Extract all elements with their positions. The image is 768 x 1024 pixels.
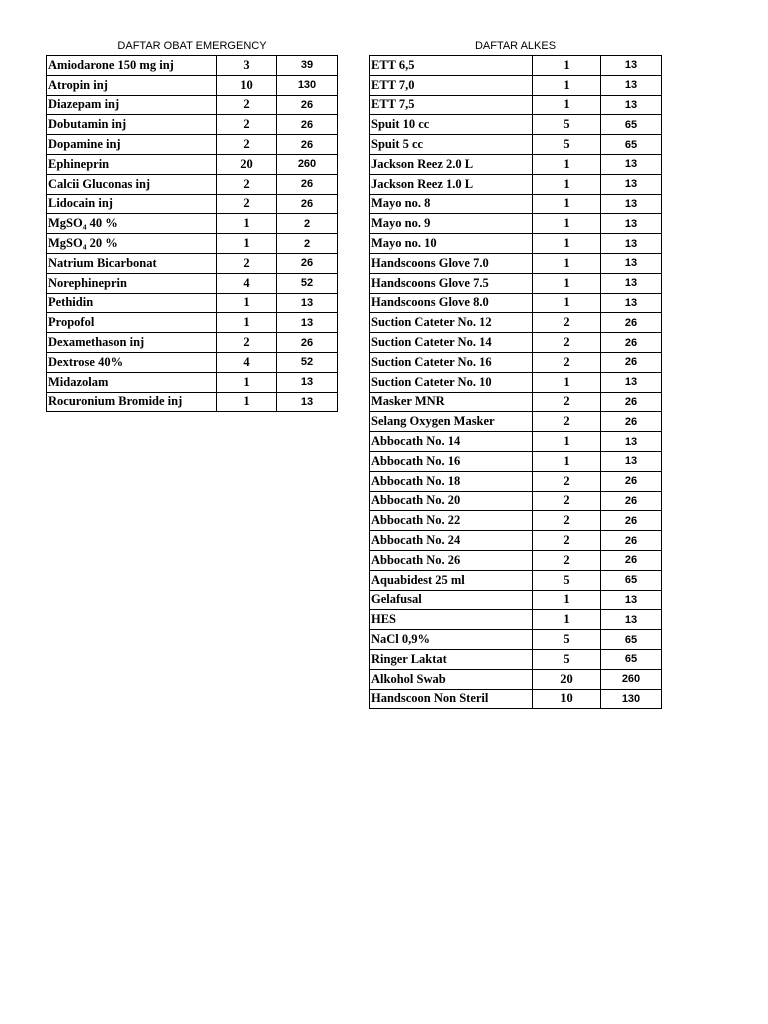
item-qty-cell: 2: [217, 253, 277, 273]
table-row: [47, 154, 338, 174]
item-total-cell: 26: [277, 253, 338, 273]
item-total-cell: 13: [601, 293, 662, 313]
item-qty-cell: 2: [533, 313, 601, 333]
item-total-cell: 13: [601, 56, 662, 76]
table-row: [370, 669, 662, 689]
item-qty-cell: 2: [533, 471, 601, 491]
item-total-cell: 2: [277, 234, 338, 254]
item-name-cell: Amiodarone 150 mg inj: [47, 56, 217, 76]
alkes-list-title: DAFTAR ALKES: [474, 40, 557, 52]
item-total-cell: 26: [601, 471, 662, 491]
item-name-cell: Abbocath No. 24: [370, 531, 533, 551]
emergency-list-title: DAFTAR OBAT EMERGENCY: [117, 40, 267, 52]
item-name-cell: Gelafusal: [370, 590, 533, 610]
table-row: [47, 174, 338, 194]
item-qty-cell: 4: [217, 352, 277, 372]
item-total-cell: 130: [601, 689, 662, 709]
item-qty-cell: 2: [533, 550, 601, 570]
table-row: [370, 253, 662, 273]
item-total-cell: 26: [601, 352, 662, 372]
item-total-cell: 26: [277, 174, 338, 194]
table-row: [370, 333, 662, 353]
item-total-cell: 65: [601, 135, 662, 155]
item-name-cell: Aquabidest 25 ml: [370, 570, 533, 590]
item-total-cell: 13: [601, 174, 662, 194]
item-name-cell: Abbocath No. 16: [370, 451, 533, 471]
table-row: [370, 135, 662, 155]
item-qty-cell: 20: [217, 154, 277, 174]
item-total-cell: 13: [601, 451, 662, 471]
item-qty-cell: 1: [217, 234, 277, 254]
item-qty-cell: 5: [533, 115, 601, 135]
item-total-cell: 13: [601, 432, 662, 452]
item-name-cell: ETT 6,5: [370, 56, 533, 76]
item-total-cell: 65: [601, 630, 662, 650]
item-name-cell: Lidocain inj: [47, 194, 217, 214]
item-qty-cell: 1: [533, 174, 601, 194]
item-qty-cell: 1: [533, 432, 601, 452]
table-row: [47, 214, 338, 234]
item-name-cell: Rocuronium Bromide inj: [47, 392, 217, 412]
item-name-cell: ETT 7,5: [370, 95, 533, 115]
emergency-drug-list: [46, 38, 338, 412]
table-row: [47, 135, 338, 155]
item-total-cell: 26: [277, 115, 338, 135]
item-total-cell: 65: [601, 570, 662, 590]
item-name-cell: Abbocath No. 22: [370, 511, 533, 531]
item-qty-cell: 4: [217, 273, 277, 293]
item-qty-cell: 2: [533, 491, 601, 511]
item-name-cell: Norephineprin: [47, 273, 217, 293]
item-total-cell: 26: [601, 511, 662, 531]
item-qty-cell: 3: [217, 56, 277, 76]
item-total-cell: 260: [601, 669, 662, 689]
item-name-cell: Mayo no. 8: [370, 194, 533, 214]
table-row: [47, 392, 338, 412]
item-qty-cell: 1: [533, 610, 601, 630]
table-row: [47, 56, 338, 76]
item-total-cell: 26: [601, 392, 662, 412]
table-row: [47, 75, 338, 95]
item-total-cell: 13: [277, 313, 338, 333]
table-row: [370, 174, 662, 194]
item-name-cell: Handscoons Glove 8.0: [370, 293, 533, 313]
item-name-cell: Jackson Reez 1.0 L: [370, 174, 533, 194]
item-name-cell: HES: [370, 610, 533, 630]
item-total-cell: 26: [601, 333, 662, 353]
item-total-cell: 13: [277, 392, 338, 412]
item-qty-cell: 2: [217, 115, 277, 135]
item-name-cell: Pethidin: [47, 293, 217, 313]
item-total-cell: 26: [277, 95, 338, 115]
item-total-cell: 2: [277, 214, 338, 234]
item-qty-cell: 2: [217, 194, 277, 214]
table-row: [370, 610, 662, 630]
item-total-cell: 130: [277, 75, 338, 95]
table-row: [47, 234, 338, 254]
table-row: [370, 352, 662, 372]
item-total-cell: 26: [601, 313, 662, 333]
item-qty-cell: 2: [217, 174, 277, 194]
table-row: [47, 273, 338, 293]
item-qty-cell: 1: [533, 253, 601, 273]
item-total-cell: 13: [277, 372, 338, 392]
item-qty-cell: 1: [217, 372, 277, 392]
item-name-cell: Midazolam: [47, 372, 217, 392]
table-row: [47, 293, 338, 313]
table-row: [370, 570, 662, 590]
item-total-cell: 26: [601, 491, 662, 511]
item-name-cell: Abbocath No. 20: [370, 491, 533, 511]
item-name-cell: Masker MNR: [370, 392, 533, 412]
item-name-cell: Selang Oxygen Masker: [370, 412, 533, 432]
item-qty-cell: 2: [217, 135, 277, 155]
item-name-cell: Ephineprin: [47, 154, 217, 174]
item-qty-cell: 2: [533, 333, 601, 353]
item-total-cell: 13: [601, 234, 662, 254]
item-qty-cell: 2: [533, 531, 601, 551]
table-row: [370, 550, 662, 570]
item-qty-cell: 2: [533, 511, 601, 531]
item-total-cell: 13: [601, 253, 662, 273]
table-row: [370, 95, 662, 115]
item-total-cell: 52: [277, 273, 338, 293]
table-row: [370, 214, 662, 234]
item-name-cell: Suction Cateter No. 14: [370, 333, 533, 353]
table-row: [370, 56, 662, 76]
item-total-cell: 65: [601, 115, 662, 135]
item-total-cell: 13: [601, 194, 662, 214]
item-name-cell: Handscoon Non Steril: [370, 689, 533, 709]
item-qty-cell: 1: [533, 273, 601, 293]
item-qty-cell: 5: [533, 570, 601, 590]
item-qty-cell: 2: [533, 352, 601, 372]
table-row: [370, 689, 662, 709]
item-total-cell: 26: [601, 531, 662, 551]
table-row: [370, 412, 662, 432]
item-total-cell: 13: [601, 273, 662, 293]
table-row: [370, 273, 662, 293]
table-row: [47, 194, 338, 214]
item-qty-cell: 5: [533, 630, 601, 650]
item-name-cell: MgSO₄ 20 %: [47, 234, 217, 254]
item-qty-cell: 1: [533, 75, 601, 95]
item-qty-cell: 1: [533, 372, 601, 392]
item-name-cell: Dobutamin inj: [47, 115, 217, 135]
medical-equipment-list: [369, 38, 662, 709]
item-name-cell: MgSO₄ 40 %: [47, 214, 217, 234]
item-name-cell: Dextrose 40%: [47, 352, 217, 372]
item-qty-cell: 2: [217, 333, 277, 353]
table-row: [370, 115, 662, 135]
item-qty-cell: 20: [533, 669, 601, 689]
table-row: [370, 590, 662, 610]
item-total-cell: 13: [601, 214, 662, 234]
table-row: [370, 451, 662, 471]
table-row: [370, 432, 662, 452]
table-row: [370, 531, 662, 551]
item-qty-cell: 1: [533, 95, 601, 115]
item-total-cell: 13: [601, 75, 662, 95]
item-name-cell: Mayo no. 9: [370, 214, 533, 234]
item-qty-cell: 1: [533, 590, 601, 610]
item-total-cell: 26: [277, 135, 338, 155]
table-row: [47, 352, 338, 372]
item-qty-cell: 10: [533, 689, 601, 709]
item-name-cell: ETT 7,0: [370, 75, 533, 95]
item-name-cell: Abbocath No. 18: [370, 471, 533, 491]
table-row: [370, 630, 662, 650]
table-row: [370, 293, 662, 313]
item-total-cell: 65: [601, 649, 662, 669]
item-total-cell: 26: [601, 550, 662, 570]
medical-equipment-table: [369, 55, 662, 709]
item-name-cell: Natrium Bicarbonat: [47, 253, 217, 273]
item-name-cell: Spuit 5 cc: [370, 135, 533, 155]
item-qty-cell: 1: [217, 293, 277, 313]
item-total-cell: 52: [277, 352, 338, 372]
item-name-cell: Suction Cateter No. 16: [370, 352, 533, 372]
item-qty-cell: 1: [217, 214, 277, 234]
medical-equipment-table-body: [370, 56, 662, 709]
item-total-cell: 13: [601, 372, 662, 392]
table-row: [47, 313, 338, 333]
item-total-cell: 13: [277, 293, 338, 313]
item-name-cell: Handscoons Glove 7.0: [370, 253, 533, 273]
item-name-cell: Abbocath No. 14: [370, 432, 533, 452]
item-name-cell: Spuit 10 cc: [370, 115, 533, 135]
item-name-cell: Dopamine inj: [47, 135, 217, 155]
item-qty-cell: 1: [217, 392, 277, 412]
item-total-cell: 26: [277, 194, 338, 214]
item-name-cell: Suction Cateter No. 10: [370, 372, 533, 392]
item-total-cell: 39: [277, 56, 338, 76]
table-row: [370, 75, 662, 95]
table-row: [370, 154, 662, 174]
item-total-cell: 260: [277, 154, 338, 174]
item-qty-cell: 1: [533, 154, 601, 174]
item-name-cell: Calcii Gluconas inj: [47, 174, 217, 194]
table-row: [370, 313, 662, 333]
table-row: [370, 392, 662, 412]
item-qty-cell: 1: [533, 194, 601, 214]
item-total-cell: 13: [601, 590, 662, 610]
item-name-cell: Atropin inj: [47, 75, 217, 95]
table-row: [370, 372, 662, 392]
item-qty-cell: 2: [533, 412, 601, 432]
item-total-cell: 13: [601, 95, 662, 115]
table-row: [370, 511, 662, 531]
item-name-cell: NaCl 0,9%: [370, 630, 533, 650]
table-row: [370, 194, 662, 214]
item-name-cell: Ringer Laktat: [370, 649, 533, 669]
item-name-cell: Mayo no. 10: [370, 234, 533, 254]
table-row: [370, 471, 662, 491]
item-name-cell: Propofol: [47, 313, 217, 333]
item-qty-cell: 1: [217, 313, 277, 333]
item-qty-cell: 2: [217, 95, 277, 115]
item-qty-cell: 1: [533, 234, 601, 254]
item-qty-cell: 1: [533, 451, 601, 471]
emergency-drug-table: [46, 55, 338, 412]
item-qty-cell: 5: [533, 135, 601, 155]
table-row: [47, 333, 338, 353]
item-total-cell: 13: [601, 154, 662, 174]
item-name-cell: Alkohol Swab: [370, 669, 533, 689]
item-name-cell: Suction Cateter No. 12: [370, 313, 533, 333]
table-row: [370, 234, 662, 254]
item-qty-cell: 1: [533, 56, 601, 76]
item-qty-cell: 1: [533, 214, 601, 234]
table-row: [47, 253, 338, 273]
table-row: [47, 115, 338, 135]
table-row: [47, 95, 338, 115]
item-name-cell: Diazepam inj: [47, 95, 217, 115]
item-name-cell: Jackson Reez 2.0 L: [370, 154, 533, 174]
item-total-cell: 26: [601, 412, 662, 432]
table-row: [370, 491, 662, 511]
emergency-drug-table-body: [47, 56, 338, 412]
item-qty-cell: 10: [217, 75, 277, 95]
item-name-cell: Abbocath No. 26: [370, 550, 533, 570]
item-qty-cell: 5: [533, 649, 601, 669]
item-name-cell: Handscoons Glove 7.5: [370, 273, 533, 293]
item-name-cell: Dexamethason inj: [47, 333, 217, 353]
table-row: [370, 649, 662, 669]
item-total-cell: 26: [277, 333, 338, 353]
item-qty-cell: 2: [533, 392, 601, 412]
table-row: [47, 372, 338, 392]
item-total-cell: 13: [601, 610, 662, 630]
item-qty-cell: 1: [533, 293, 601, 313]
